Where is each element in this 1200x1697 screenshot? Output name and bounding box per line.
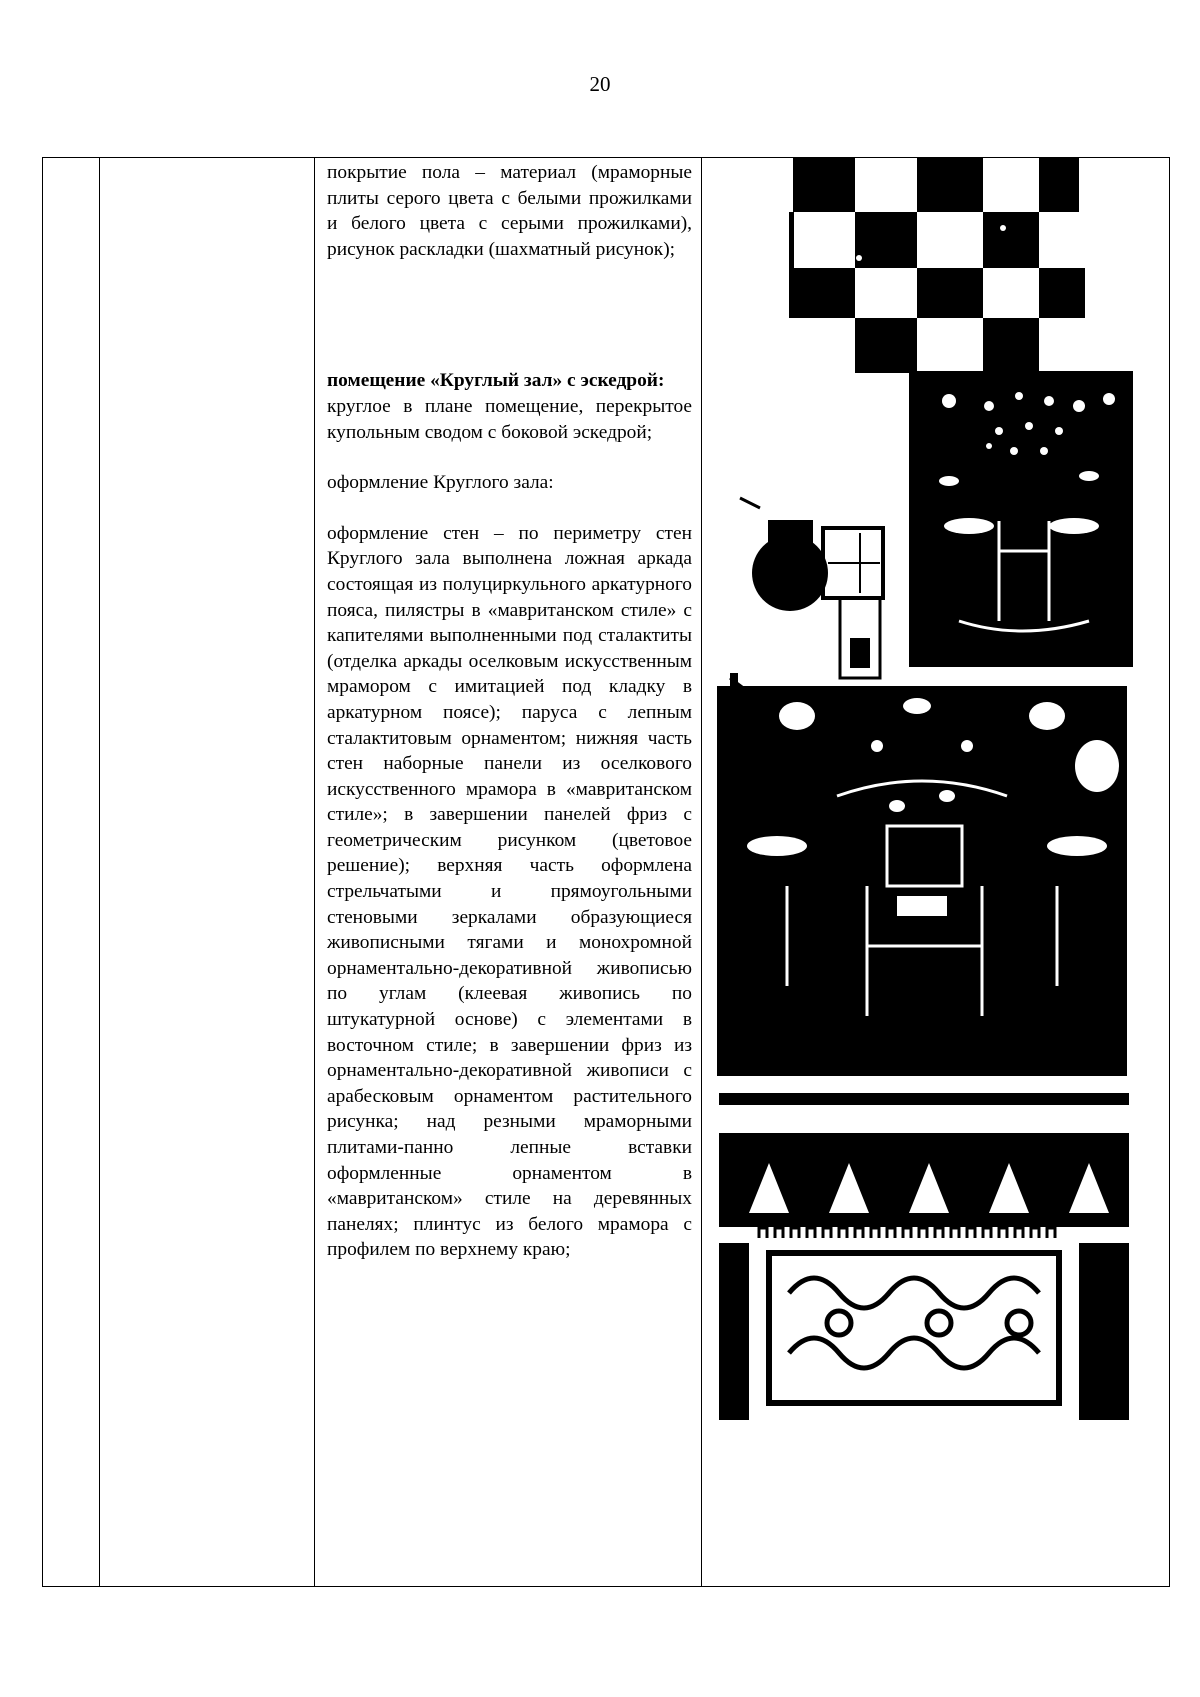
table-cell-number: [43, 158, 100, 1587]
round-hall-heading: помещение «Круглый зал» с эскедрой:: [327, 370, 665, 392]
round-hall-plan-text: круглое в плане помещение, перекрытое купольным сводом с боковой эскедрой;: [327, 395, 692, 443]
table-cell-images: [702, 158, 1170, 1587]
table-cell-name: [100, 158, 315, 1587]
round-hall-decor-title: оформление Круглого зала:: [327, 472, 554, 494]
ornament-frieze-photo: [719, 1093, 1129, 1420]
hall-interior-photo: [717, 686, 1127, 1076]
page-number: 20: [589, 72, 611, 96]
round-hall-walls-text: оформление стен – по периметру стен Круглого зала выполнена ложная аркада состоящая из полуциркульного аркатурного пояса, пилястры в «мавританском стиле» с капителями выполненными под сталактиты (отделка аркады оселковым искусственным мрамором с имитацией под кладку в аркатурном поясе); паруса с лепным сталактитовым орнаментом; нижняя часть стен наборные панели из оселкового искусственного мрамора в «мавританском стиле»; в завершении панелей фриз с геометрическим рисунком (цветовое решение); верхняя часть оформлена стрельчатыми и прямоугольными стеновыми зеркалами образующиеся живописными тягами и монохромной орнаментально-декоративной живописью по углам (клеевая живопись по штукатурной основе) с элементами в восточном стиле; в завершении фриз из орнаментально-декоративной живописи с арабесковым орнаментом растительного рисунка; над резными мраморными плитами-панно лепные вставки оформленные орнаментом в «мавританском» стиле на деревянных панелях; плинтус из белого мрамора с профилем по верхнему краю;: [327, 522, 692, 1261]
floor-plan-drawing: [720, 488, 910, 698]
floor-description: покрытие пола – материал (мраморные плиты серого цвета с белыми прожилками и белого цвета с серыми прожилками), рисунок раскладки (шахматный рисунок);: [327, 162, 692, 260]
dome-interior-photo: [909, 371, 1133, 667]
document-table: [42, 157, 1170, 1587]
table-cell-description: [315, 158, 702, 1587]
checkerboard-floor-photo: [789, 158, 1085, 373]
